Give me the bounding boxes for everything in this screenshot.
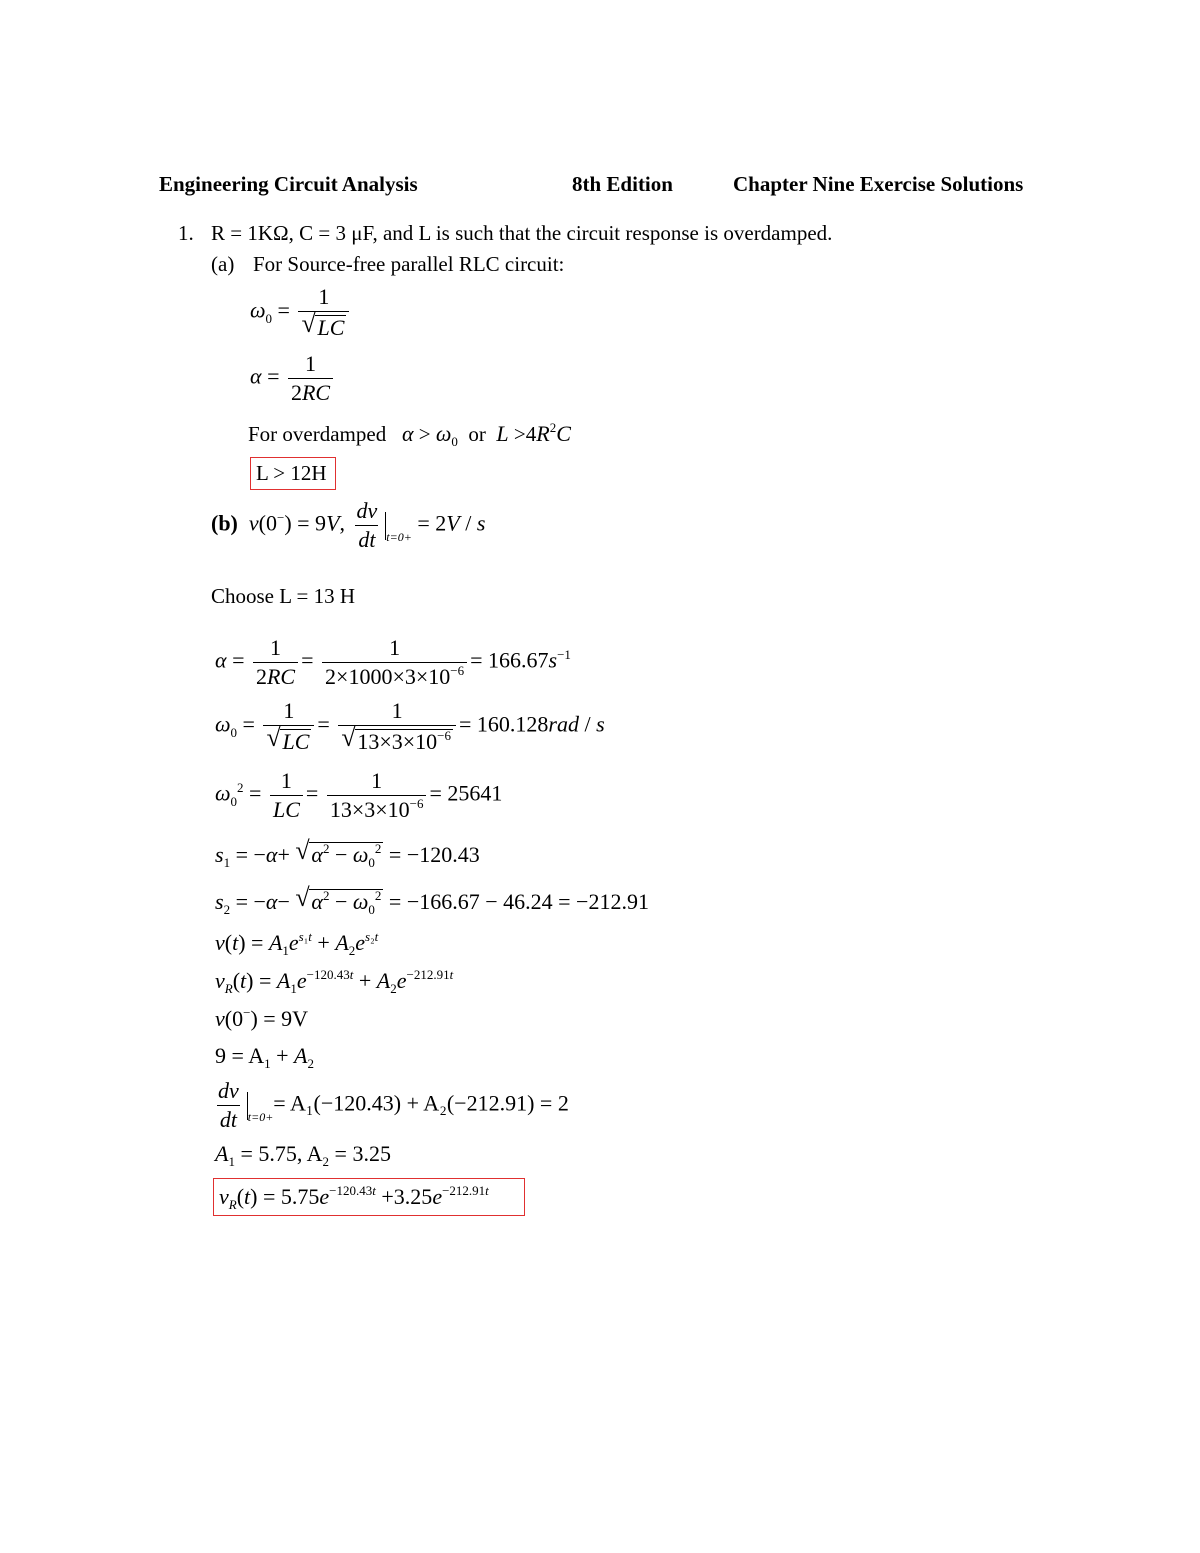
alpha-definition: α = $\frac{1}{2RC}$: [250, 353, 336, 404]
initial-voltage: 9V: [281, 1006, 309, 1031]
part-a-text: For Source-free parallel RLC circuit:: [253, 252, 565, 276]
initial-voltage-eq: v(0−) = 9V: [215, 1005, 309, 1031]
sum-equation: $9 = A_1 + A_2$: [215, 1043, 314, 1071]
constants-result: $A_1 = 5.75$, $A_2 = 3.25$: [215, 1141, 391, 1169]
answer-a: L > 12H: [256, 461, 327, 485]
sum-equation-lhs: 9 = A: [215, 1043, 265, 1068]
derivative-equation: $\frac{dv}{dt}$ $_{t=0+}$= A₁(−120.43) + A₂(−212.91) = 2: [218, 1078, 569, 1132]
omega0-squared-result: 25641: [447, 780, 503, 806]
part-a-label: (a): [211, 252, 235, 276]
chapter-title: Chapter Nine Exercise Solutions: [733, 172, 1024, 196]
choose-inductance: Choose L = 13 H: [211, 584, 356, 608]
general-response: $v(t) = A_1e^{s_1t} + A_2e^{s_2t}$: [215, 929, 379, 958]
overdamped-or: or: [468, 422, 486, 446]
edition-label: 8th Edition: [572, 172, 673, 196]
overdamped-label: For overdamped: [248, 422, 387, 446]
s2-calculation: $s_2 = -\alpha-$ √ $\alpha^2 - \omega_0^2 = -166.67 - 46.24 = -212.91$: [215, 883, 649, 917]
alpha-calculation: α = $\frac{1}{2RC}$ = $\frac{1}{2\times 1000\times 3\times 10^{-6}}$ = $166.67s^{-1}$: [215, 635, 571, 689]
final-answer: $v_R(t) = 5.75e^{-120.43t} +3.25e^{-212.91t}$: [219, 1183, 489, 1212]
omega0-squared-calculation: $\omega_0^2$ = $\frac{1}{LC}$ = $\frac{1}{13\times 3\times 10^{-6}}$ = 25641: [215, 768, 503, 822]
s1-result: −120.43: [406, 842, 480, 867]
constant-a2: = 3.25: [334, 1141, 391, 1166]
omega0-calculation: $\omega_0$ = 1 √ LC = 1 √ $13\times 3\times 10^{-6}$ = 160.128rad / s: [215, 698, 605, 754]
part-b-label: (b): [211, 510, 238, 536]
book-title: Engineering Circuit Analysis: [159, 172, 418, 196]
overdamped-condition: For overdamped $\alpha > \omega_0$ or $L >4R^2C$: [248, 420, 571, 449]
s1-calculation: $s_1 = -\alpha+$ √ $\alpha^2 - \omega_0^2 = -120.43$: [215, 836, 480, 870]
alpha-result: 166.67: [488, 647, 549, 673]
problem-statement: R = 1KΩ, C = 3 μF, and L is such that the circuit response is overdamped.: [211, 221, 833, 245]
omega0-definition: $\omega_0$ = 1 √ LC: [250, 286, 352, 339]
part-b-conditions: (b) v(0−) = 9V, $\frac{dv}{dt}$ $_{t=0+}$ = 2V / s: [211, 498, 486, 552]
vr-response: $v_R(t) = A_1e^{-120.43t} + A_2e^{-212.91t}$: [215, 967, 454, 996]
derivative-equation-rhs: = A₁(−120.43) + A₂(−212.91) = 2: [273, 1090, 569, 1116]
omega0-result: 160.128: [476, 711, 549, 737]
problem-number: 1.: [178, 221, 194, 245]
s2-result: −166.67 − 46.24 = −212.91: [406, 889, 649, 914]
constant-a1: = 5.75, A: [240, 1141, 323, 1166]
